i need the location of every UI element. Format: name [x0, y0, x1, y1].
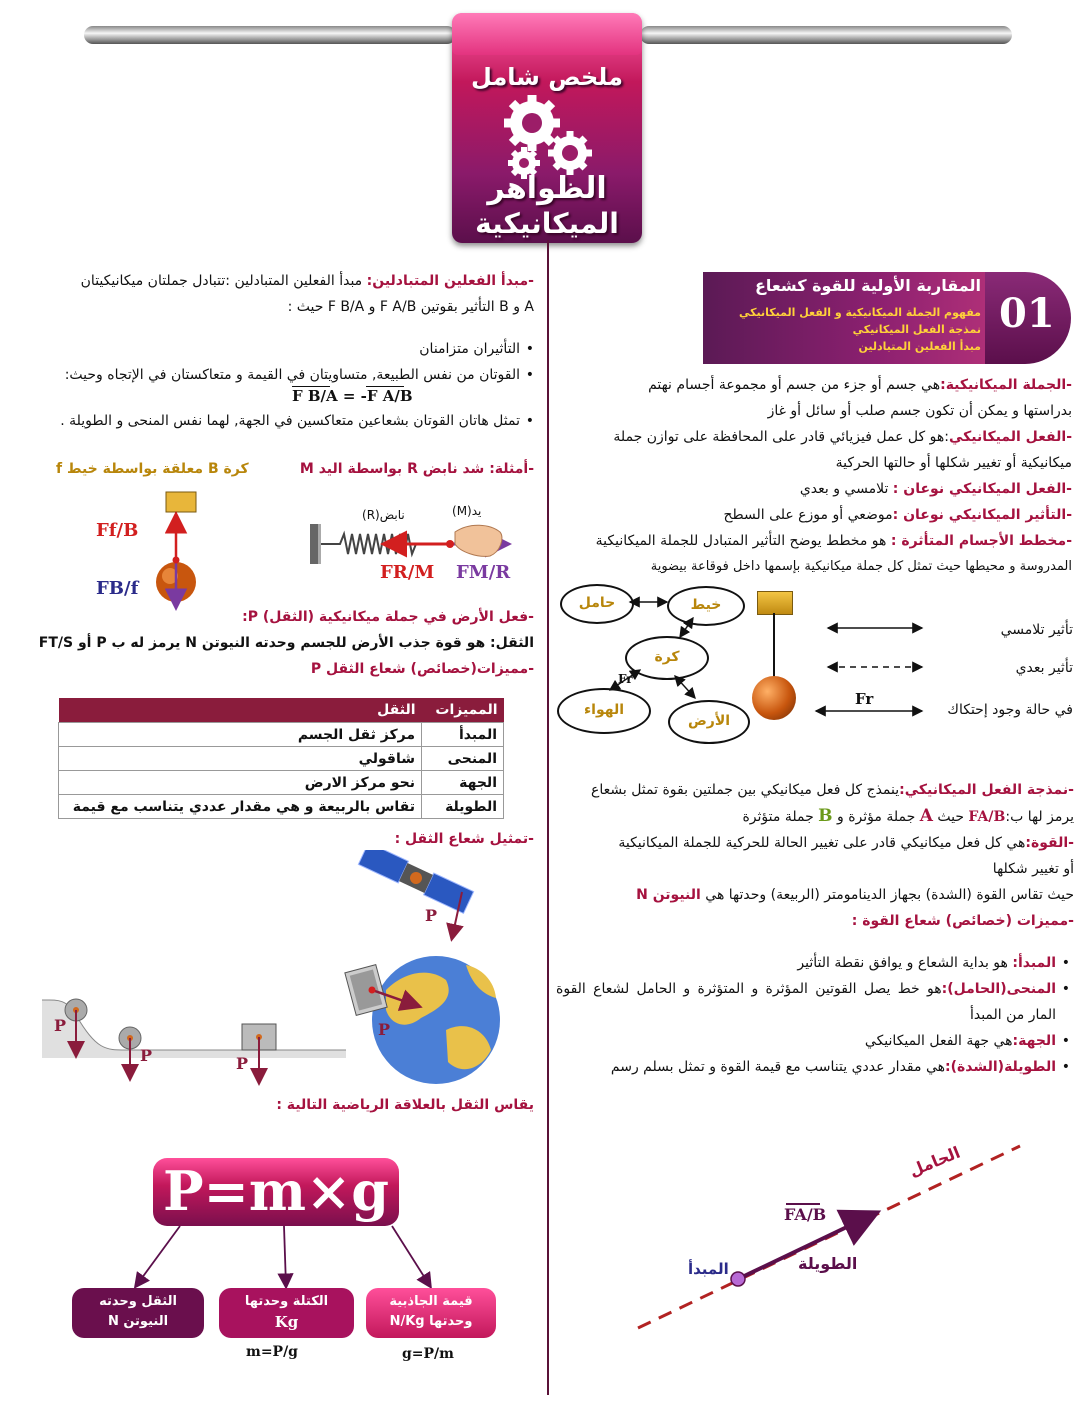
fmr-label: FM/R	[456, 562, 511, 583]
title-banner	[452, 13, 642, 243]
p-label: P	[425, 906, 438, 925]
vector-force-label: FA/B	[784, 1205, 827, 1224]
list-item: • المنحى(الحامل):هو خط يصل القوتين المؤثرة و المتؤثرة و الحامل لشعاع القوة المار من المبدأ	[556, 976, 1056, 1028]
fr-label: Fr	[618, 672, 633, 686]
bubble-air: الهواء	[557, 688, 651, 734]
hanging-ball-example	[140, 488, 220, 618]
subtopic: نمذجة الفعل الميكانيكي	[852, 323, 981, 336]
table-row: المنحى شاقولي	[59, 747, 504, 771]
unit-box-mass: الكتلة وحدتها Kg	[219, 1288, 354, 1338]
section-number: 01	[999, 290, 1055, 337]
top-bar-right	[640, 26, 1012, 44]
thread-line	[773, 613, 775, 679]
title-main: الظواهر	[487, 171, 607, 206]
list-item: • تمثل هاتان القوتان بشعاعين متعاكسين في الجهة, لهما نفس المنحى و الطويلة .	[44, 408, 520, 434]
weight-illustrations	[36, 850, 516, 1090]
section-subtopics	[739, 304, 981, 355]
list-item: • القوتان من نفس الطبيعة, متساويتان في القيمة و متعاكستان في الإتجاه وحيث:	[44, 362, 520, 408]
legend-contact: تأثير تلامسي	[1000, 622, 1073, 638]
examples-ball-text: كرة B معلقة بواسطة خيط f	[56, 461, 249, 477]
weight-features-table	[58, 698, 504, 819]
origin-label: المبدأ	[688, 1260, 729, 1278]
weight-line: الثقل: هو قوة جذب الأرض للجسم وحدته النيوتن N يرمز له ب P أو FT/S	[38, 635, 534, 651]
p-label: P	[378, 1020, 391, 1039]
derived-mass: m=P/g	[246, 1344, 298, 1360]
section-title: المقاربة الأولية للقوة كشعاع	[754, 276, 981, 295]
weight-features-head: -مميزات(خصائص) شعاع الثقل P	[310, 661, 534, 677]
list-item: • الطويلة(الشدة):هي مقدار عددي يتناسب مع قيمة القوة و تمثل بسلم رسم	[556, 1054, 1056, 1080]
top-bar-left	[84, 26, 456, 44]
bubble-earth: الأرض	[668, 700, 750, 744]
unit-box-weight: الثقل وحدته النيوتن N	[72, 1288, 204, 1338]
hand-label: يد(M)	[452, 504, 482, 518]
legend-friction: في حالة وجود إحتكاك	[947, 702, 1073, 718]
legend-distance: تأثير بعدي	[1015, 660, 1073, 676]
formula-box	[153, 1158, 399, 1226]
mutual-block: -مبدأ الفعلين المتبادلين: مبدأ الفعلين المتبادلين :تتبادل جملتان ميكانيكيتان A و B التأثير بقوتين F A/B و F B/A حيث :	[80, 273, 534, 315]
definitions-block: -الجملة الميكانيكية:هي جسم أو جزء من جسم أو مجموعة أجسام نهتم بدراستها و يمكن أن تكون جسم صلب أو سائل أو غاز -الفعل الميكانيكي:هو كل عمل فيزيائي قادر على المحافظة على توازن جملة ميكانيكية أو تغيير شكلها أو حالتها الحركية -الفعل الميكانيكي نوعان : تلامسي و بعدي -التأثير الميكانيكي نوعان :موضعي أو موزع على السطح -مخطط الأجسام المتأثرة : هو مخطط يوضح التأثير المتبادل للجملة الميكانيكية المدروسة و محيطها حيث تمثل كل جملة ميكانيكية بإسمها داخل فوقاعة بيضوية	[595, 377, 1072, 574]
header-cell: المميزات	[422, 698, 504, 723]
formula: P=m×g	[163, 1159, 389, 1223]
p-label: P	[140, 1046, 153, 1065]
p-label: P	[54, 1016, 67, 1035]
frm-label: FR/M	[380, 562, 435, 583]
legend-fr: Fr	[855, 690, 874, 708]
section-header	[703, 272, 991, 364]
mutual-equation: F B/A = -F A/B	[292, 387, 413, 405]
table-row: الطويلة تقاس بالربيعة و هي مقدار عددي يتناسب مع قيمة	[59, 795, 504, 819]
measure-head: يقاس الثقل بالعلاقة الرياضية التالية :	[276, 1097, 534, 1113]
table-row: الجهة نحو مركز الارض	[59, 771, 504, 795]
unit-box-gravity: قيمة الجاذبية وحدتها N/Kg	[366, 1288, 496, 1338]
ffb-label: Ff/B	[96, 520, 139, 541]
examples-line: -أمثلة: شد نابض R بواسطة اليد M	[299, 461, 534, 477]
model-block: -نمذجة الفعل الميكانيكي:ينمذج كل فعل ميكانيكي بين جملتين بقوة تمثل بشعاع يرمز لها ب:FA/B حيث A جملة مؤثرة و B جملة متؤثرة -القوة:هي كل فعل ميكانيكي قادر على تغيير الحالة للحركية للجملة الميكانيكية أو تغيير شكلها حيث تقاس القوة (الشدة) بجهاز الدينامومتر (الربيعة) وحدتها هي النيوتن N -مميزات (خصائص) شعاع القوة :	[591, 782, 1074, 929]
p-label: P	[236, 1054, 249, 1073]
table-header-row	[59, 698, 504, 723]
list-item: • التأثيران متزامنان	[44, 336, 520, 362]
title-top: ملخص شامل	[471, 63, 623, 91]
subtopic: مبدأ الفعلين المتبادلين	[858, 340, 981, 353]
title-sub: الميكانيكية	[475, 207, 619, 240]
bubble-thread: خيط	[667, 586, 745, 626]
carrier-label: الحامل	[906, 1142, 963, 1181]
weight-repr-head: -تمثيل شعاع الثقل :	[394, 831, 534, 847]
bubble-ball: كرة	[625, 636, 709, 680]
table-row: المبدأ مركز ثقل الجسم	[59, 723, 504, 747]
fbf-label: FB/f	[96, 578, 139, 599]
list-item: • المبدأ: هو بداية الشعاع و يوافق نقطة التأثير	[556, 950, 1056, 976]
spring-label: نابض(R)	[362, 508, 405, 522]
section-number-badge	[985, 272, 1071, 364]
header-cell: الثقل	[59, 698, 422, 723]
ball-icon	[752, 676, 796, 720]
force-vector-diagram	[630, 1140, 1030, 1340]
magnitude-label: الطويلة	[798, 1254, 858, 1273]
gears-icon	[492, 91, 602, 183]
subtopic: مفهوم الجملة الميكانيكية و الفعل الميكانيكي	[738, 306, 981, 319]
support-block	[757, 591, 793, 615]
earth-head: -فعل الأرض في جملة ميكانيكية (الثقل) P:	[242, 609, 534, 625]
derived-gravity: g=P/m	[402, 1346, 454, 1362]
force-features-list	[556, 950, 1074, 1080]
bubble-holder: حامل	[560, 584, 634, 624]
mutual-list	[44, 336, 538, 434]
list-item: • الجهة:هي جهة الفعل الميكانيكي	[556, 1028, 1056, 1054]
column-divider	[547, 240, 549, 1395]
